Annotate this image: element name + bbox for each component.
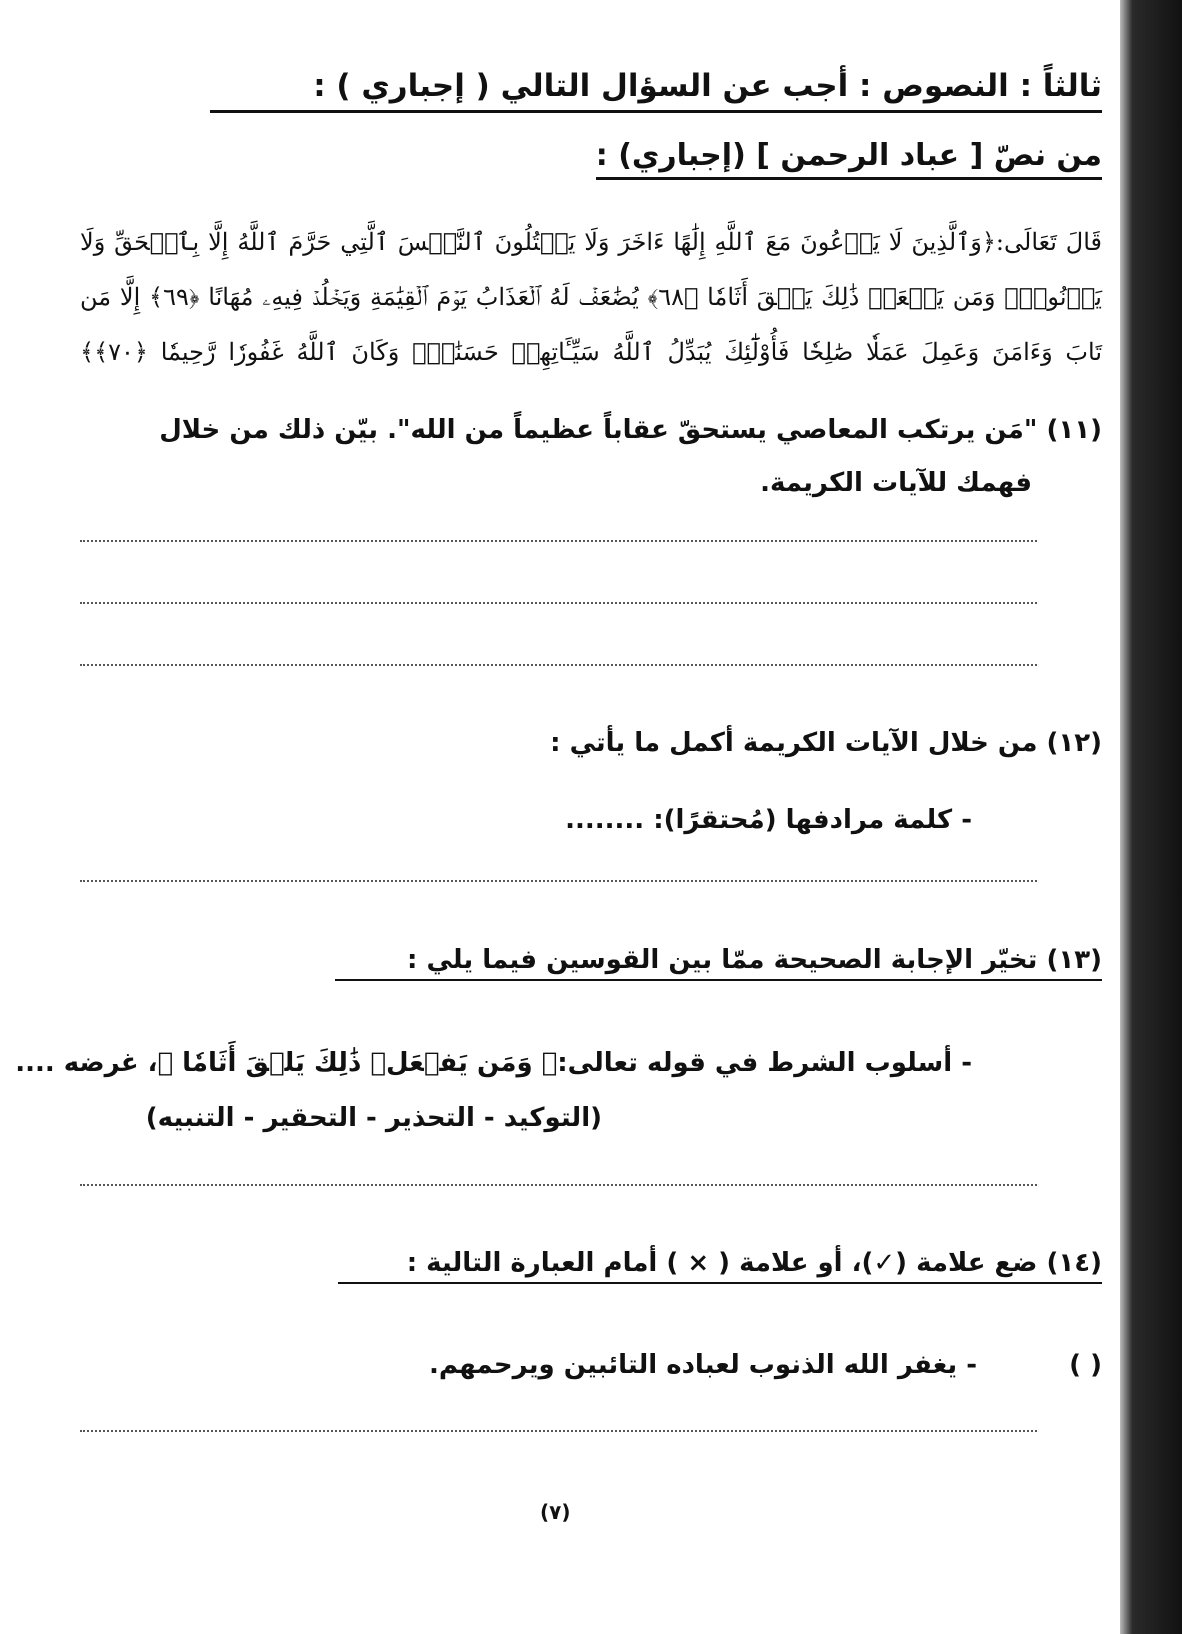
page-number: (٧) [540,1500,571,1524]
answer-line[interactable] [80,602,1037,604]
question-13-item: - أسلوب الشرط في قوله تعالى:﴿ وَمَن يَفۡعَلۡ ذَٰلِكَ يَلۡقَ أَثَامٗا ﴾، غرضه .... [15,1048,972,1078]
question-11-line-1: (١١) "مَن يرتكب المعاصي يستحقّ عقاباً عظيماً من الله". بيّن ذلك من خلال [159,415,1102,445]
section-title: ثالثاً : النصوص : أجب عن السؤال التالي ( إجباري ) : [210,68,1102,113]
answer-line[interactable] [80,1430,1037,1432]
quran-line-3: تَابَ وَءَامَنَ وَعَمِلَ عَمَلٗا صَٰلِحٗا فَأُوْلَٰٓئِكَ يُبَدِّلُ ٱللَّهُ سَيِّـَٔاتِهِمۡ حَسَنَٰتٖۗ وَكَانَ ٱللَّهُ غَفُورٗا رَّحِيمٗا ﴿٧٠﴾﴾ [80,338,1102,366]
question-11-line-2: فهمك للآيات الكريمة. [760,468,1032,498]
answer-line[interactable] [80,664,1037,666]
quran-line-1: قَالَ تَعَالَى:﴿وَٱلَّذِينَ لَا يَدۡعُونَ مَعَ ٱللَّهِ إِلَٰهًا ءَاخَرَ وَلَا يَقۡتُلُونَ ٱلنَّفۡسَ ٱلَّتِي حَرَّمَ ٱللَّهُ إِلَّا بِٱلۡحَقِّ وَلَا [80,228,1102,256]
quran-line-2: يَزۡنُونَۚ وَمَن يَفۡعَلۡ ذَٰلِكَ يَلۡقَ أَثَامٗا ﴿٦٨﴾ يُضَٰعَفۡ لَهُ ٱلۡعَذَابُ يَوۡمَ ٱلۡقِيَٰمَةِ وَيَخۡلُدۡ فِيهِۦ مُهَانًا ﴿٦٩﴾ إِلَّا مَن [80,283,1102,311]
question-14-statement: - يغفر الله الذنوب لعباده التائبين ويرحمهم. [428,1350,977,1380]
answer-line[interactable] [80,1184,1037,1186]
answer-line[interactable] [80,540,1037,542]
answer-box[interactable]: ( ) [1069,1350,1102,1380]
text-subtitle: من نصّ [ عباد الرحمن ] (إجباري) : [596,138,1102,180]
question-12-item: - كلمة مرادفها (مُحتقرًا): ........ [565,805,972,835]
page-edge [1120,0,1182,1634]
question-12-title: (١٢) من خلال الآيات الكريمة أكمل ما يأتي : [550,728,1102,758]
question-14-title: (١٤) ضع علامة (✓)، أو علامة ( × ) أمام العبارة التالية : [338,1248,1102,1284]
answer-line[interactable] [80,880,1037,882]
question-13-options: (التوكيد - التحذير - التحقير - التنبيه) [145,1103,602,1133]
question-13-title: (١٣) تخيّر الإجابة الصحيحة ممّا بين القوسين فيما يلي : [335,945,1102,981]
